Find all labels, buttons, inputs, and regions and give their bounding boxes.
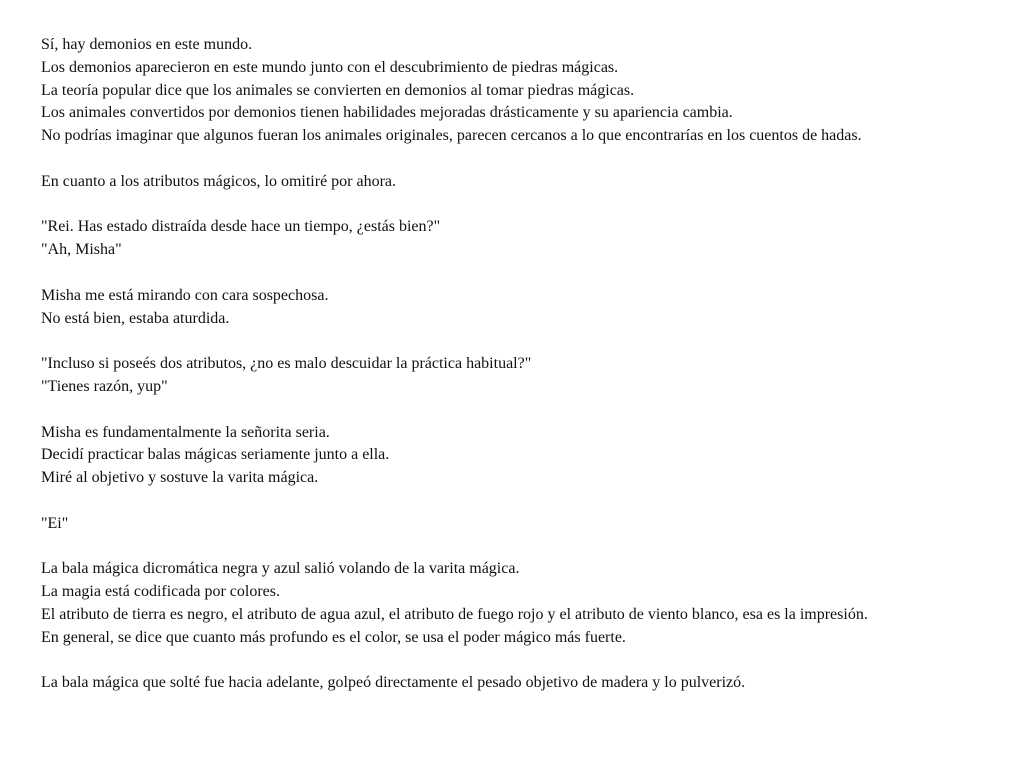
document-body [41, 34, 981, 695]
text-line: Los demonios aparecieron en este mundo junto con el descubrimiento de piedras mágicas. [41, 58, 619, 76]
text-line: "Ei" [41, 514, 69, 532]
paragraph-4 [41, 285, 981, 331]
text-line: La bala mágica dicromática negra y azul salió volando de la varita mágica. [41, 560, 520, 578]
text-line: Sí, hay demonios en este mundo. [41, 36, 253, 53]
text-line: El atributo de tierra es negro, el atributo de agua azul, el atributo de fuego rojo y el atributo de viento blanco, esa es la impresión. [41, 605, 868, 623]
text-line: "Rei. Has estado distraída desde hace un tiempo, ¿estás bien?" [41, 218, 441, 236]
text-line: Miré al objetivo y sostuve la varita mágica. [41, 469, 319, 487]
paragraph-2 [41, 171, 981, 194]
text-line: En cuanto a los atributos mágicos, lo omitiré por ahora. [41, 172, 397, 190]
text-line: Misha es fundamentalmente la señorita seria. [41, 423, 330, 441]
paragraph-1 [41, 34, 981, 148]
text-line: Decidí practicar balas mágicas seriamente junto a ella. [41, 446, 390, 464]
text-line: Misha me está mirando con cara sospechosa. [41, 286, 329, 304]
paragraph-9 [41, 672, 981, 695]
paragraph-7 [41, 513, 981, 536]
text-line: "Tienes razón, yup" [41, 377, 168, 395]
paragraph-3 [41, 216, 981, 262]
text-line: No podrías imaginar que algunos fueran los animales originales, parecen cercanos a lo que encontrarías en los cuentos de hadas. [41, 127, 862, 145]
text-line: La magia está codificada por colores. [41, 583, 280, 601]
text-line: No está bien, estaba aturdida. [41, 309, 230, 327]
paragraph-8 [41, 558, 981, 649]
paragraph-6 [41, 422, 981, 490]
text-line: En general, se dice que cuanto más profundo es el color, se usa el poder mágico más fuerte. [41, 628, 626, 646]
paragraph-5 [41, 353, 981, 399]
text-line: "Incluso si poseés dos atributos, ¿no es malo descuidar la práctica habitual?" [41, 355, 532, 373]
text-line: Los animales convertidos por demonios tienen habilidades mejoradas drásticamente y su apariencia cambia. [41, 104, 733, 122]
text-line: "Ah, Misha" [41, 241, 122, 259]
text-line: La teoría popular dice que los animales se convierten en demonios al tomar piedras mágicas. [41, 81, 635, 99]
text-line: La bala mágica que solté fue hacia adelante, golpeó directamente el pesado objetivo de madera y lo pulverizó. [41, 674, 746, 692]
